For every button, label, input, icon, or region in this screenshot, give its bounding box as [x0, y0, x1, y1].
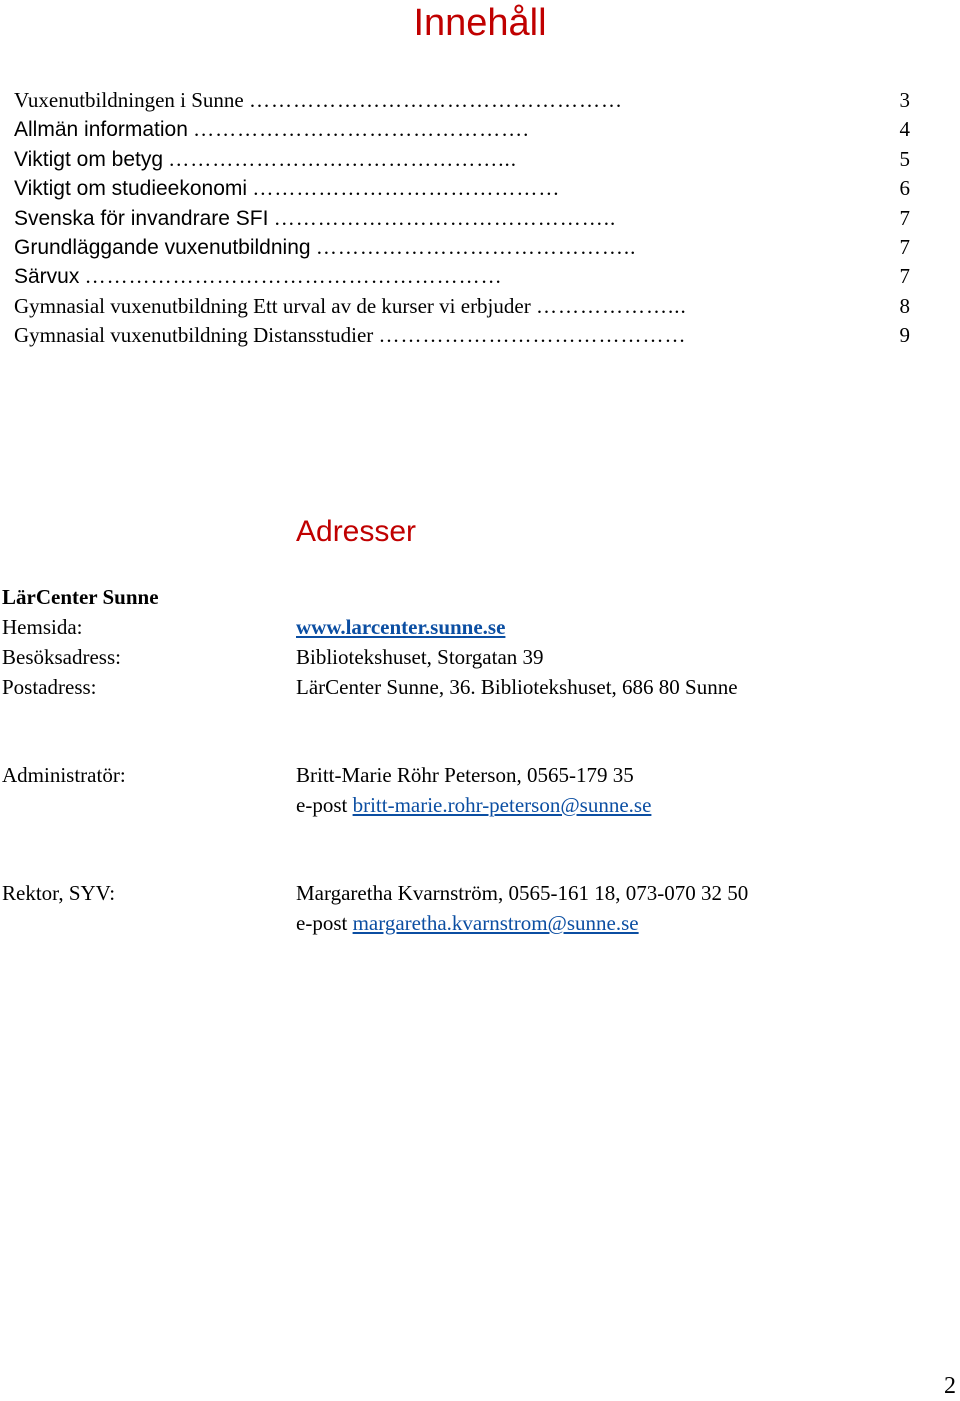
- administrator-email-link[interactable]: britt-marie.rohr-peterson@sunne.se: [352, 793, 652, 817]
- website-row: [0, 613, 960, 642]
- toc-leader-dots: ……………………………………: [378, 323, 687, 348]
- administrator-label: Administratör:: [2, 763, 126, 787]
- administrator-email-line: [296, 791, 651, 820]
- administrator-email-row: [0, 791, 960, 820]
- principal-contact: Margaretha Kvarnström, 0565-161 18, 073-070 32 50: [296, 881, 749, 905]
- principal-label: Rektor, SYV:: [2, 881, 116, 905]
- website-label: Hemsida:: [2, 615, 83, 639]
- toc-page-number: 7: [899, 205, 910, 230]
- toc-entry[interactable]: [14, 292, 914, 321]
- addresses-heading: Adresser: [296, 515, 417, 548]
- visit-address-label: Besöksadress:: [2, 645, 121, 669]
- toc-entry-title: Allmän information: [14, 118, 188, 142]
- toc-entry[interactable]: [14, 145, 914, 174]
- principal-email-row: [0, 909, 960, 938]
- toc-entry[interactable]: [14, 174, 914, 203]
- principal-email-line: [296, 909, 639, 938]
- toc-leader-dots: …………………………………………………: [84, 264, 503, 289]
- toc-entry-title: Gymnasial vuxenutbildning Distansstudier: [14, 323, 374, 348]
- email-prefix: e-post: [296, 793, 348, 817]
- toc-entry[interactable]: [14, 233, 914, 262]
- toc-page-number: 8: [899, 293, 910, 318]
- toc-entry-title: Vuxenutbildningen i Sunne: [14, 88, 244, 112]
- toc-entry-title: Svenska för invandrare SFI: [14, 206, 269, 230]
- email-prefix: e-post: [296, 911, 348, 935]
- postal-address-row: [0, 673, 960, 702]
- page-title: Innehåll: [413, 2, 547, 44]
- administrator-row: [0, 761, 960, 790]
- toc-leader-dots: ………………...: [535, 293, 687, 318]
- toc-entry-title: Gymnasial vuxenutbildning Ett urval av de kurser vi erbjuder: [14, 293, 531, 318]
- administrator-contact: Britt-Marie Röhr Peterson, 0565-179 35: [296, 763, 634, 787]
- organization-name: LärCenter Sunne: [2, 585, 159, 609]
- postal-address-value: LärCenter Sunne, 36. Bibliotekshuset, 686 80 Sunne: [296, 675, 738, 699]
- visit-address-row: [0, 643, 960, 672]
- principal-email-link[interactable]: margaretha.kvarnstrom@sunne.se: [352, 911, 639, 935]
- toc-page-number: 9: [899, 323, 910, 348]
- toc-entry-title: Viktigt om studieekonomi: [14, 177, 248, 201]
- toc-entry-title: Särvux: [14, 265, 80, 289]
- toc-leader-dots: ………………………………………..: [273, 205, 617, 230]
- toc-page-number: 5: [899, 146, 910, 171]
- toc-entry-title: Grundläggande vuxenutbildning: [14, 235, 311, 259]
- toc-leader-dots: ……………………………………….: [193, 117, 530, 142]
- toc-entry[interactable]: [14, 86, 914, 115]
- table-of-contents: [14, 86, 914, 351]
- toc-leader-dots: ……………………………………………: [248, 88, 623, 112]
- toc-page-number: 7: [899, 264, 910, 289]
- toc-entry[interactable]: [14, 321, 914, 350]
- principal-row: [0, 879, 960, 908]
- page-number: 2: [944, 1373, 956, 1399]
- toc-page-number: 7: [899, 234, 910, 259]
- toc-leader-dots: ……………………………………..: [315, 234, 637, 259]
- toc-page-number: 4: [899, 117, 910, 142]
- toc-page-number: 3: [899, 88, 910, 112]
- toc-entry[interactable]: [14, 262, 914, 291]
- toc-leader-dots: ……………………………………: [252, 176, 561, 201]
- postal-address-label: Postadress:: [2, 675, 97, 699]
- website-link[interactable]: www.larcenter.sunne.se: [296, 615, 506, 639]
- toc-entry[interactable]: [14, 115, 914, 144]
- toc-leader-dots: ………………………………………...: [168, 146, 518, 171]
- toc-page-number: 6: [899, 176, 910, 201]
- toc-entry[interactable]: [14, 204, 914, 233]
- visit-address-value: Bibliotekshuset, Storgatan 39: [296, 645, 544, 669]
- toc-entry-title: Viktigt om betyg: [14, 147, 164, 171]
